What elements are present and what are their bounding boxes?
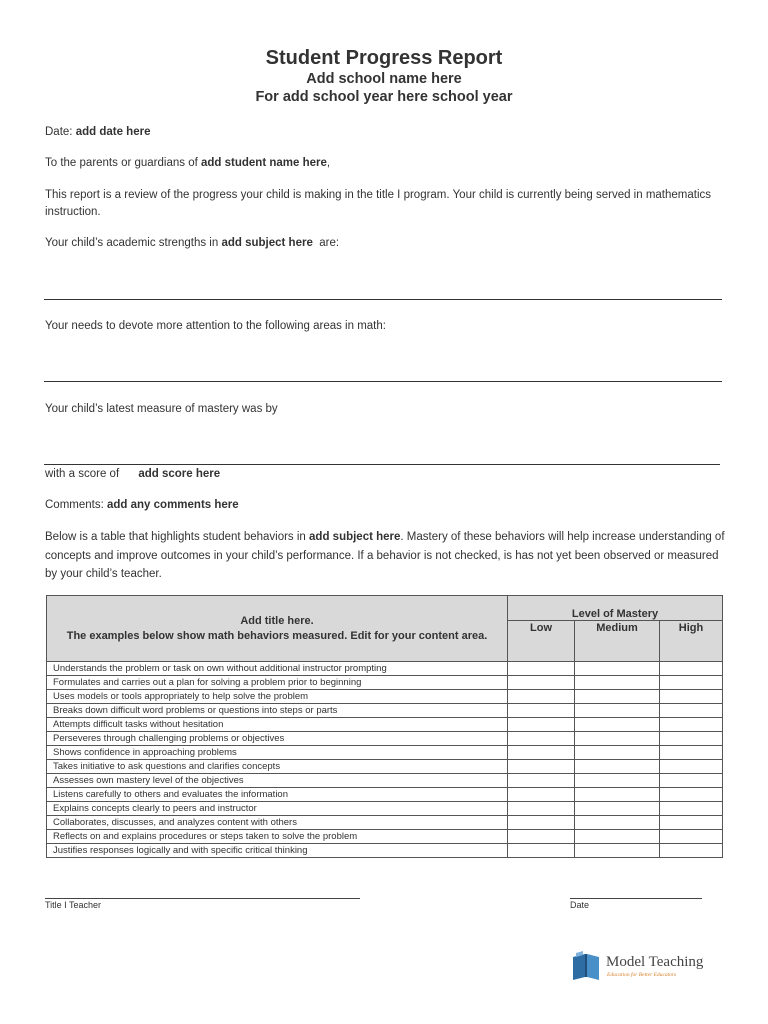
- date-line: Date: add date here: [45, 126, 151, 138]
- book-icon: [571, 951, 603, 981]
- table-row: [47, 844, 723, 858]
- mastery-cell-medium[interactable]: [575, 774, 660, 788]
- behavior-label: Attempts difficult tasks without hesitation: [47, 718, 508, 732]
- mastery-cell-low[interactable]: [508, 732, 575, 746]
- mastery-table: [46, 595, 723, 858]
- mastery-cell-low[interactable]: [508, 760, 575, 774]
- behavior-label: Listens carefully to others and evaluates the information: [47, 788, 508, 802]
- model-teaching-logo: [571, 950, 711, 984]
- table-row: [47, 676, 723, 690]
- table-title-line2: The examples below show math behaviors measured. Edit for your content area.: [66, 629, 488, 642]
- mastery-cell-high[interactable]: [660, 718, 723, 732]
- level-medium-header: Medium: [575, 621, 660, 662]
- mastery-cell-medium[interactable]: [575, 718, 660, 732]
- mastery-cell-high[interactable]: [660, 788, 723, 802]
- mastery-cell-high[interactable]: [660, 704, 723, 718]
- mastery-cell-medium[interactable]: [575, 746, 660, 760]
- mastery-cell-medium[interactable]: [575, 704, 660, 718]
- table-title-line1: Add title here.: [240, 614, 314, 627]
- level-high-header: High: [660, 621, 723, 662]
- mastery-cell-medium[interactable]: [575, 690, 660, 704]
- table-row: [47, 816, 723, 830]
- behavior-label: Assesses own mastery level of the objectives: [47, 774, 508, 788]
- behavior-label: Formulates and carries out a plan for solving a problem prior to beginning: [47, 676, 508, 690]
- behavior-label: Uses models or tools appropriately to help solve the problem: [47, 690, 508, 704]
- table-row: [47, 830, 723, 844]
- mastery-cell-medium[interactable]: [575, 830, 660, 844]
- greeting-line: To the parents or guardians of add student name here,: [45, 157, 331, 169]
- mastery-cell-medium[interactable]: [575, 732, 660, 746]
- teacher-signature-line: [45, 898, 360, 899]
- mastery-cell-low[interactable]: [508, 844, 575, 858]
- mastery-cell-low[interactable]: [508, 662, 575, 676]
- page-title: Student Progress Report: [265, 47, 503, 69]
- strengths-line: Your child’s academic strengths in add subject here are:: [45, 237, 340, 249]
- table-title-header: [47, 596, 508, 662]
- behavior-label: Collaborates, discusses, and analyzes content with others: [47, 816, 508, 830]
- level-low-header: Low: [508, 621, 575, 662]
- mastery-cell-high[interactable]: [660, 676, 723, 690]
- date-value: add date here: [75, 126, 151, 138]
- mastery-cell-low[interactable]: [508, 676, 575, 690]
- table-row: [47, 732, 723, 746]
- needs-rule: [44, 381, 722, 382]
- table-intro-subject: add subject here: [309, 531, 401, 543]
- mastery-cell-low[interactable]: [508, 690, 575, 704]
- mastery-cell-low[interactable]: [508, 830, 575, 844]
- mastery-cell-high[interactable]: [660, 690, 723, 704]
- mastery-measure-line: Your child’s latest measure of mastery was by: [45, 403, 278, 415]
- school-year: For add school year here school year: [255, 89, 513, 105]
- mastery-cell-medium[interactable]: [575, 662, 660, 676]
- teacher-signature-label: Title I Teacher: [45, 900, 102, 910]
- mastery-cell-medium[interactable]: [575, 760, 660, 774]
- table-row: [47, 718, 723, 732]
- mastery-cell-medium[interactable]: [575, 844, 660, 858]
- comments-value: add any comments here: [107, 499, 239, 511]
- behavior-label: Justifies responses logically and with specific critical thinking: [47, 844, 508, 858]
- behavior-label: Breaks down difficult word problems or questions into steps or parts: [47, 704, 508, 718]
- strengths-rule: [44, 299, 722, 300]
- student-name: add student name here: [201, 157, 327, 169]
- behavior-label: Perseveres through challenging problems or objectives: [47, 732, 508, 746]
- score-value: add score here: [138, 468, 221, 480]
- table-row: [47, 802, 723, 816]
- mastery-cell-high[interactable]: [660, 844, 723, 858]
- mastery-cell-low[interactable]: [508, 774, 575, 788]
- table-row: [47, 704, 723, 718]
- strengths-subject: add subject here: [221, 237, 313, 249]
- table-row: [47, 774, 723, 788]
- mastery-cell-medium[interactable]: [575, 816, 660, 830]
- score-line: with a score of add score here: [45, 468, 221, 480]
- behavior-label: Shows confidence in approaching problems: [47, 746, 508, 760]
- date-signature-line: [570, 898, 702, 899]
- mastery-cell-medium[interactable]: [575, 788, 660, 802]
- intro-paragraph: This report is a review of the progress your child is making in the title I program. Your child is currently being served in mathematics instruction.: [45, 189, 712, 218]
- table-row: [47, 662, 723, 676]
- behavior-label: Explains concepts clearly to peers and instructor: [47, 802, 508, 816]
- date-signature-label: Date: [570, 900, 590, 910]
- table-row: [47, 760, 723, 774]
- mastery-cell-low[interactable]: [508, 788, 575, 802]
- behavior-label: Understands the problem or task on own without additional instructor prompting: [47, 662, 508, 676]
- table-row: [47, 788, 723, 802]
- mastery-cell-high[interactable]: [660, 774, 723, 788]
- logo-tagline: Education for Better Educators: [607, 972, 677, 978]
- mastery-cell-high[interactable]: [660, 816, 723, 830]
- mastery-cell-low[interactable]: [508, 704, 575, 718]
- mastery-rule: [44, 464, 720, 465]
- mastery-cell-high[interactable]: [660, 662, 723, 676]
- mastery-cell-low[interactable]: [508, 802, 575, 816]
- mastery-cell-low[interactable]: [508, 718, 575, 732]
- table-row: [47, 690, 723, 704]
- school-name: Add school name here: [306, 71, 462, 87]
- comments-line: Comments: add any comments here: [45, 499, 239, 511]
- mastery-cell-high[interactable]: [660, 760, 723, 774]
- behavior-label: Takes initiative to ask questions and clarifies concepts: [47, 760, 508, 774]
- table-row: [47, 746, 723, 760]
- logo-name: Model Teaching: [606, 954, 704, 970]
- needs-line: Your needs to devote more attention to the following areas in math:: [45, 320, 386, 332]
- mastery-cell-medium[interactable]: [575, 802, 660, 816]
- mastery-cell-low[interactable]: [508, 746, 575, 760]
- mastery-cell-high[interactable]: [660, 732, 723, 746]
- mastery-cell-high[interactable]: [660, 830, 723, 844]
- mastery-cell-low[interactable]: [508, 816, 575, 830]
- behavior-label: Reflects on and explains procedures or steps taken to solve the problem: [47, 830, 508, 844]
- mastery-cell-medium[interactable]: [575, 676, 660, 690]
- level-of-mastery-header: Level of Mastery: [508, 596, 723, 621]
- table-intro-paragraph: Below is a table that highlights student behaviors in add subject here. Mastery of these behaviors will help increase understanding of concepts and improve outcomes in your child’s performance. If a behavior is not checked, is has not yet been observed or measured by your child’s teacher.: [45, 531, 725, 580]
- mastery-cell-high[interactable]: [660, 802, 723, 816]
- mastery-cell-high[interactable]: [660, 746, 723, 760]
